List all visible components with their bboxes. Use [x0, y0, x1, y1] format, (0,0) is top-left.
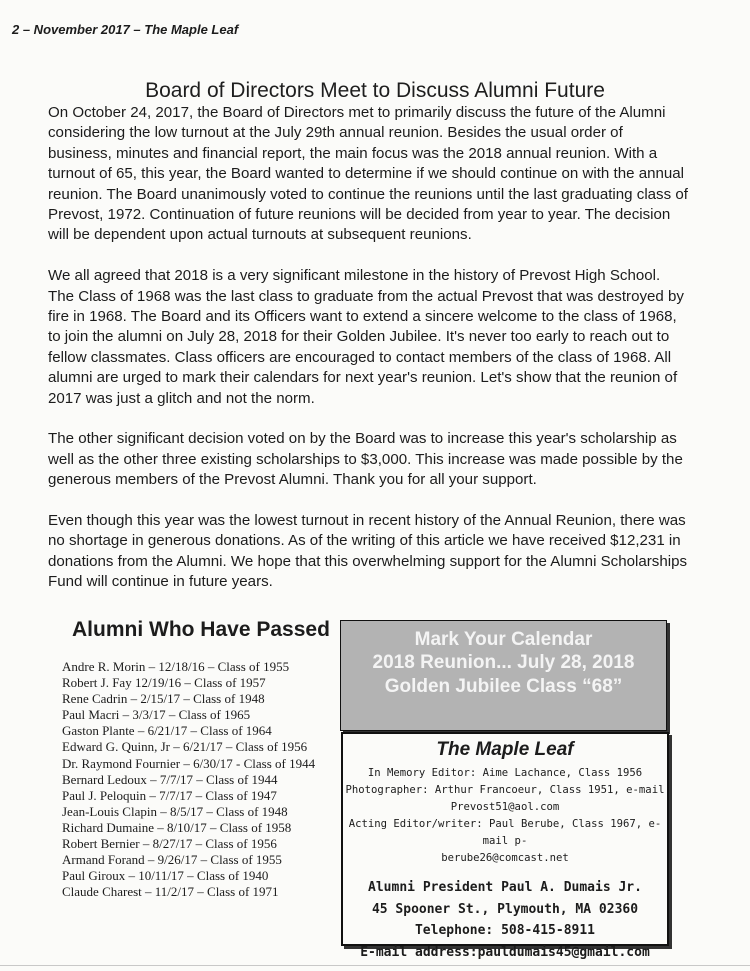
contact-info: [343, 877, 667, 963]
list-item: Paul Macri – 3/3/17 – Class of 1965: [62, 707, 251, 723]
list-item: Robert Bernier – 8/27/17 – Class of 1956: [62, 836, 277, 852]
list-item: Andre R. Morin – 12/18/16 – Class of 1955: [62, 659, 290, 674]
list-item: Robert J. Fay 12/19/16 – Class of 1957: [62, 675, 266, 691]
article-title: Board of Directors Meet to Discuss Alumni Future: [145, 79, 605, 102]
calendar-reunion-date: 2018 Reunion... July 28, 2018: [372, 652, 635, 673]
maple-leaf-title: The Maple Leaf: [436, 739, 574, 760]
maple-leaf-info-box: [341, 732, 669, 960]
list-item: Dr. Raymond Fournier – 6/30/17 - Class of 1944: [62, 755, 316, 771]
list-item: Jean-Louis Clapin – 8/5/17 – Class of 1948: [62, 803, 288, 819]
list-item: Rene Cadrin – 2/15/17 – Class of 1948: [62, 691, 265, 707]
list-item: Paul J. Peloquin – 7/7/17 – Class of 1947: [62, 787, 277, 803]
passed-list: [62, 659, 338, 900]
list-item: Paul Giroux – 10/11/17 – Class of 1940: [62, 868, 269, 884]
list-item: Gaston Plante – 6/21/17 – Class of 1964: [62, 723, 272, 739]
article-paragraph: We all agreed that 2018 is a very significant milestone in the history of Prevost High School. The Class of 1968 was the last class to graduate from the actual Prevost that was destroyed by fire in 1968. The Board and its Officers want to extend a sincere welcome to the class of 1968, to join the alumni on July 28, 2018 for their Golden Jubilee. It's never too early to reach out to fellow classmates. Class officers are encouraged to contact members of the class of 1968. All alumni are urged to mark their calendars for next year's reunion. Let's show that the reunion of 2017 was just a glitch and not the norm.: [48, 267, 684, 407]
calendar-box: [340, 620, 667, 731]
telephone-line: Telephone: 508-415-8911: [414, 923, 595, 938]
passed-title: Alumni Who Have Passed: [72, 618, 330, 641]
list-item: Richard Dumaine – 8/10/17 – Class of 1958: [62, 819, 292, 835]
list-item: Bernard Ledoux – 7/7/17 – Class of 1944: [62, 771, 278, 787]
credit-line: Prevost51@aol.com: [450, 801, 560, 813]
list-item: Claude Charest – 11/2/17 – Class of 1971: [62, 884, 279, 900]
email-line: E-mail address:pauldumais45@gmail.com: [360, 944, 650, 960]
credit-line: Acting Editor/writer: Paul Berube, Class 1967, e-mail p-: [348, 818, 662, 847]
article-paragraph: The other significant decision voted on by the Board was to increase this year's scholarship as well as the other three existing scholarships to $3,000. This increase was made possible by the generous members of the Prevost Alumni. Thank you for all your support.: [48, 430, 683, 489]
list-item: Edward G. Quinn, Jr – 6/21/17 – Class of 1956: [62, 739, 308, 755]
calendar-heading: Mark Your Calendar: [414, 629, 593, 650]
page-header: 2 – November 2017 – The Maple Leaf: [12, 22, 239, 37]
credit-line: berube26@comcast.net: [441, 852, 569, 864]
article-body: [48, 103, 688, 613]
calendar-jubilee: Golden Jubilee Class “68”: [384, 676, 623, 697]
president-line: Alumni President Paul A. Dumais Jr.: [368, 880, 642, 895]
credits: [343, 765, 667, 867]
credit-line: Photographer: Arthur Francoeur, Class 1951, e-mail: [345, 784, 665, 796]
address-line: 45 Spooner St., Plymouth, MA 02360: [371, 901, 639, 917]
article-paragraph: On October 24, 2017, the Board of Directors met to primarily discuss the future of the Alumni considering the low turnout at the July 29th annual reunion. Besides the usual order of business, minutes and financial report, the main focus was the 2018 annual reunion. With a turnout of 65, this year, the Board wanted to determine if we should continue on with the annual reunion. The Board unanimously voted to continue the reunions until the last graduating class of Prevost, 1972. Continuation of future reunions will be decided from year to year. The decision will be dependent upon actual turnouts at subsequent reunions.: [48, 104, 688, 244]
divider: [0, 965, 750, 966]
list-item: Armand Forand – 9/26/17 – Class of 1955: [62, 852, 282, 868]
article-paragraph: Even though this year was the lowest turnout in recent history of the Annual Reunion, there was no shortage in generous donations. As of the writing of this article we have received $12,231 in donations from the Alumni. We hope that this overwhelming support for the Alumni Scholarships Fund will continue in future years.: [48, 512, 688, 591]
credit-line: In Memory Editor: Aime Lachance, Class 1956: [367, 767, 643, 779]
